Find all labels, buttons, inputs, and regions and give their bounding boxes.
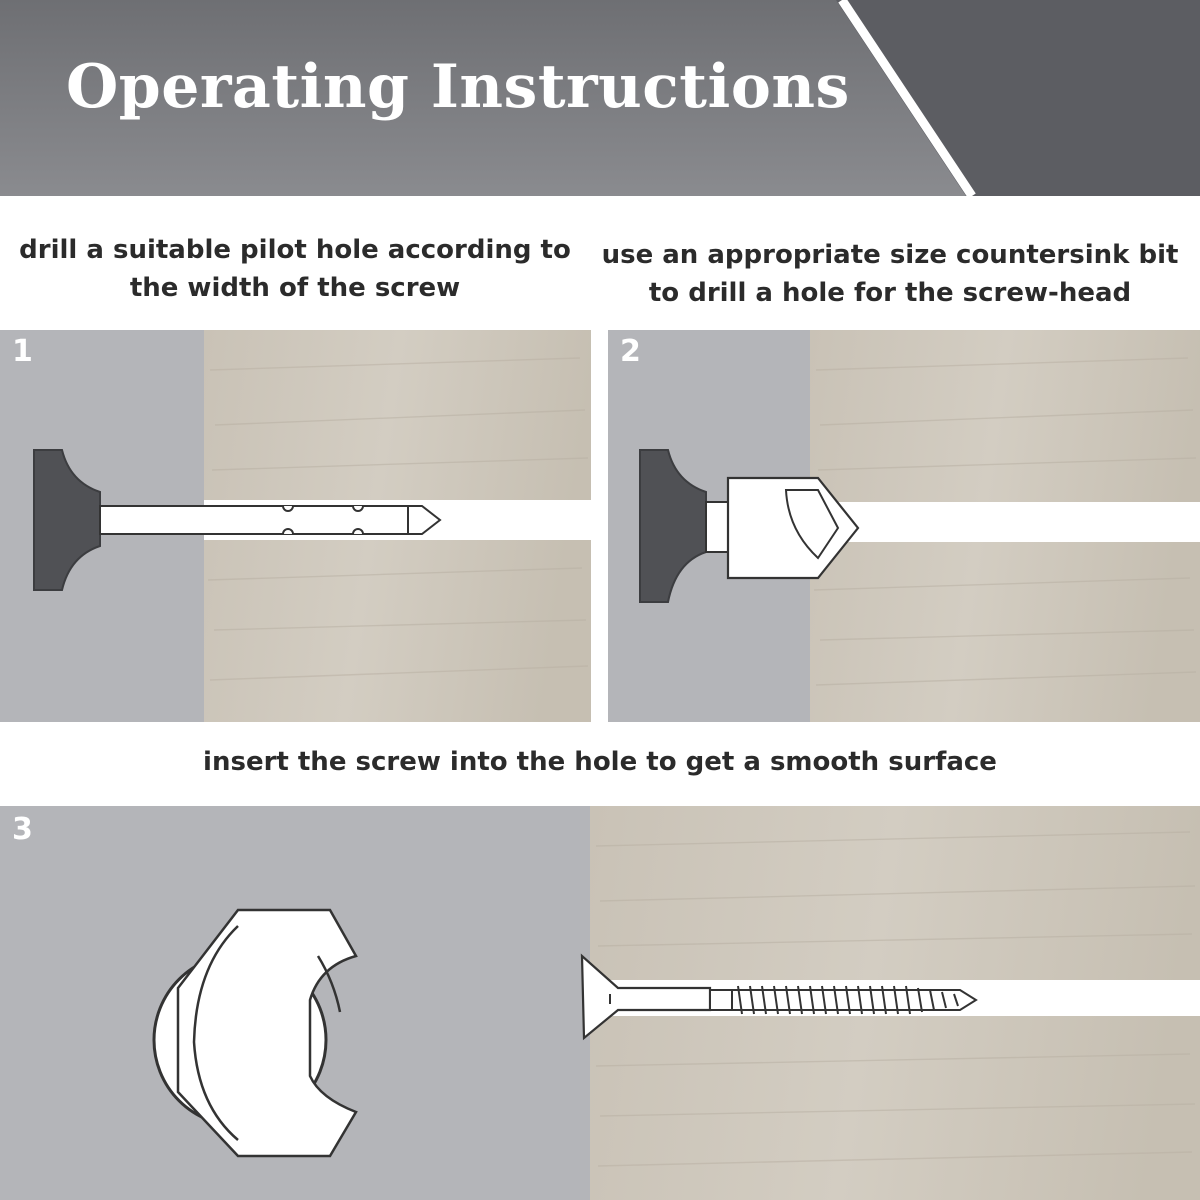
step-1-caption: drill a suitable pilot hole according to the width of the screw <box>19 235 571 303</box>
header-banner <box>0 0 1200 196</box>
countersink-detail-magnifier <box>154 910 356 1156</box>
step-1-panel <box>0 330 591 722</box>
step-2-number: 2 <box>616 334 645 370</box>
countersink-illustration <box>608 330 1200 722</box>
step-2-panel <box>608 330 1200 722</box>
page-title: Operating Instructions <box>66 52 850 122</box>
drill-chuck <box>34 450 100 590</box>
step-3-panel <box>0 806 1200 1200</box>
bit-shank <box>706 502 728 552</box>
screw-insertion-illustration <box>0 806 1200 1200</box>
step-1-number: 1 <box>8 334 37 370</box>
pilot-drill-illustration <box>0 330 591 722</box>
step-3-number: 3 <box>8 812 37 848</box>
countersunk-hole <box>810 502 1200 542</box>
drill-chuck <box>640 450 706 602</box>
step-2-caption: use an appropriate size countersink bit to drill a hole for the screw-head <box>601 240 1179 308</box>
step-3-caption: insert the screw into the hole to get a smooth surface <box>203 747 997 777</box>
drill-bit <box>100 506 440 534</box>
